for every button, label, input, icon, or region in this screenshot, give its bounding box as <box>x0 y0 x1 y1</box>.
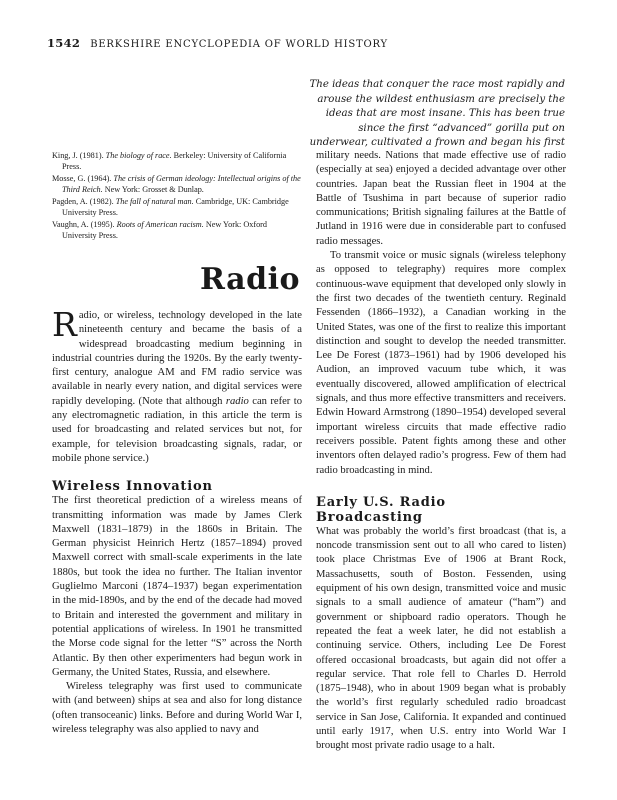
book-title: BERKSHIRE ENCYCLOPEDIA OF WORLD HISTORY <box>90 39 388 50</box>
right-column <box>316 149 566 754</box>
article-title: Radio <box>200 262 300 297</box>
reference-item: Vaughn, A. (1995). Roots of American racism. New York: Oxford University Press. <box>52 220 268 240</box>
reference-item: Pagden, A. (1982). The fall of natural man. Cambridge, UK: Cambridge University Press. <box>52 197 289 217</box>
page-number: 1542 <box>47 36 81 50</box>
intro-paragraph: Radio, or wireless, technology developed in the late nineteenth century and became the basis of a widespread broadcasting medium beginning in industrial countries during the 1920s. By the early twenty-first century, analogue AM and FM radio service was available in nearly every nation, and digital services were rapidly developing. (Note that although radio can refer to any electromagnetic radiation, in this article the term is used for broadcasting and related services but not, for example, for television broadcasting signals, radar, or mobile phone service.) <box>52 305 302 464</box>
section-heading-early-us-radio: Early U.S. Radio Broadcasting <box>316 494 446 525</box>
epigraph-quote: The ideas that conquer the race most rapidly and arouse the wildest enthusiasm are precisely the ideas that are most insane. This has been true since the first “advanced” gorilla put on underwear, cultivated a frown and began his first <box>309 79 565 149</box>
section-heading-wireless-innovation: Wireless Innovation <box>52 479 213 495</box>
reference-item: King, J. (1981). The biology of race. Berkeley: University of California Press. <box>52 151 287 171</box>
body-paragraph: To transmit voice or music signals (wireless telephony as opposed to telegraphy) requires more complex continuous-wave equipment that developed only slowly in the first two decades of the twentieth century. Reginald Fessenden (1866–1932), a Canadian working in the United States, was one of the first to realize this important distinction and sought to develop the needed transmitter. Lee De Forest (1873–1961) had by 1906 developed his Audion, an improved vacuum tube which, it was eventually discovered, allowed amplification of electrical signals, and thus more effective transmitters and receivers. Edwin Howard Armstrong (1890–1954) developed several important wireless circuits that made effective radio receivers possible. Patent fights among these and other inventors often delayed radio’s progress. Few of them had radio broadcasting in mind. <box>316 250 566 476</box>
body-paragraph: military needs. Nations that made effective use of radio (especially at sea) enjoyed a decided advantage over other countries. Japan beat the Russian fleet in 1904 at the Battle of Tsushima in part because of superior radio communications; British signaling failures at the Battle of Jutland in 1916 were due in considerable part to confused radio messages. <box>316 150 566 247</box>
body-paragraph: What was probably the world’s first broadcast (that is, a noncode transmission sent out to all who cared to listen) took place Christmas Eve of 1906 at Brant Rock, Massachusetts, south of Boston. Fessenden, using equipment of his own design, transmitted voice and music signals to a small audience of amateur (“ham”) and government or shipboard radio operators. Though he repeated the feat a week later, he did not establish a continuing service. Others, including Lee De Forest offered occasional broadcasts, but again did not offer a regular service. That role fell to Charles D. Herrold (1875–1948), who in about 1909 began what is probably the world’s first regularly scheduled radio broadcast service in San Jose, California. It expanded and continued until early 1917, when U.S. entry into World War I brought most private radio usage to a halt. <box>316 525 566 752</box>
running-head <box>47 36 388 50</box>
body-paragraph: Wireless telegraphy was first used to communicate with (and between) ships at sea and also for long distance (often transoceanic) links. Before and during World War I, wireless telegraphy was also applied to navy and <box>52 681 302 736</box>
left-column <box>52 305 302 737</box>
reference-item: Mosse, G. (1964). The crisis of German ideology: Intellectual origins of the Third Reich. New York: Grosset & Dunlap. <box>52 174 301 194</box>
reference-list <box>52 150 302 242</box>
body-paragraph: The first theoretical prediction of a wireless means of transmitting information was made by James Clerk Maxwell (1831–1879) in the 1860s in Britain. The German physicist Heinrich Hertz (1857–1894) proved Maxwell correct with small-scale experiments in the late 1880s, but took the idea no further. The Italian inventor Guglielmo Marconi (1874–1937) began experimentation in the mid-1890s, and by the end of the decade had moved to Britain and interested the government and military in potential applications of wireless. In 1901 he transmitted the Morse code signal for the letter “S” across the North Atlantic. By then other experimenters had begun work in Germany, the United States, Russia, and elsewhere. <box>52 495 302 678</box>
drop-cap: R <box>52 305 77 344</box>
